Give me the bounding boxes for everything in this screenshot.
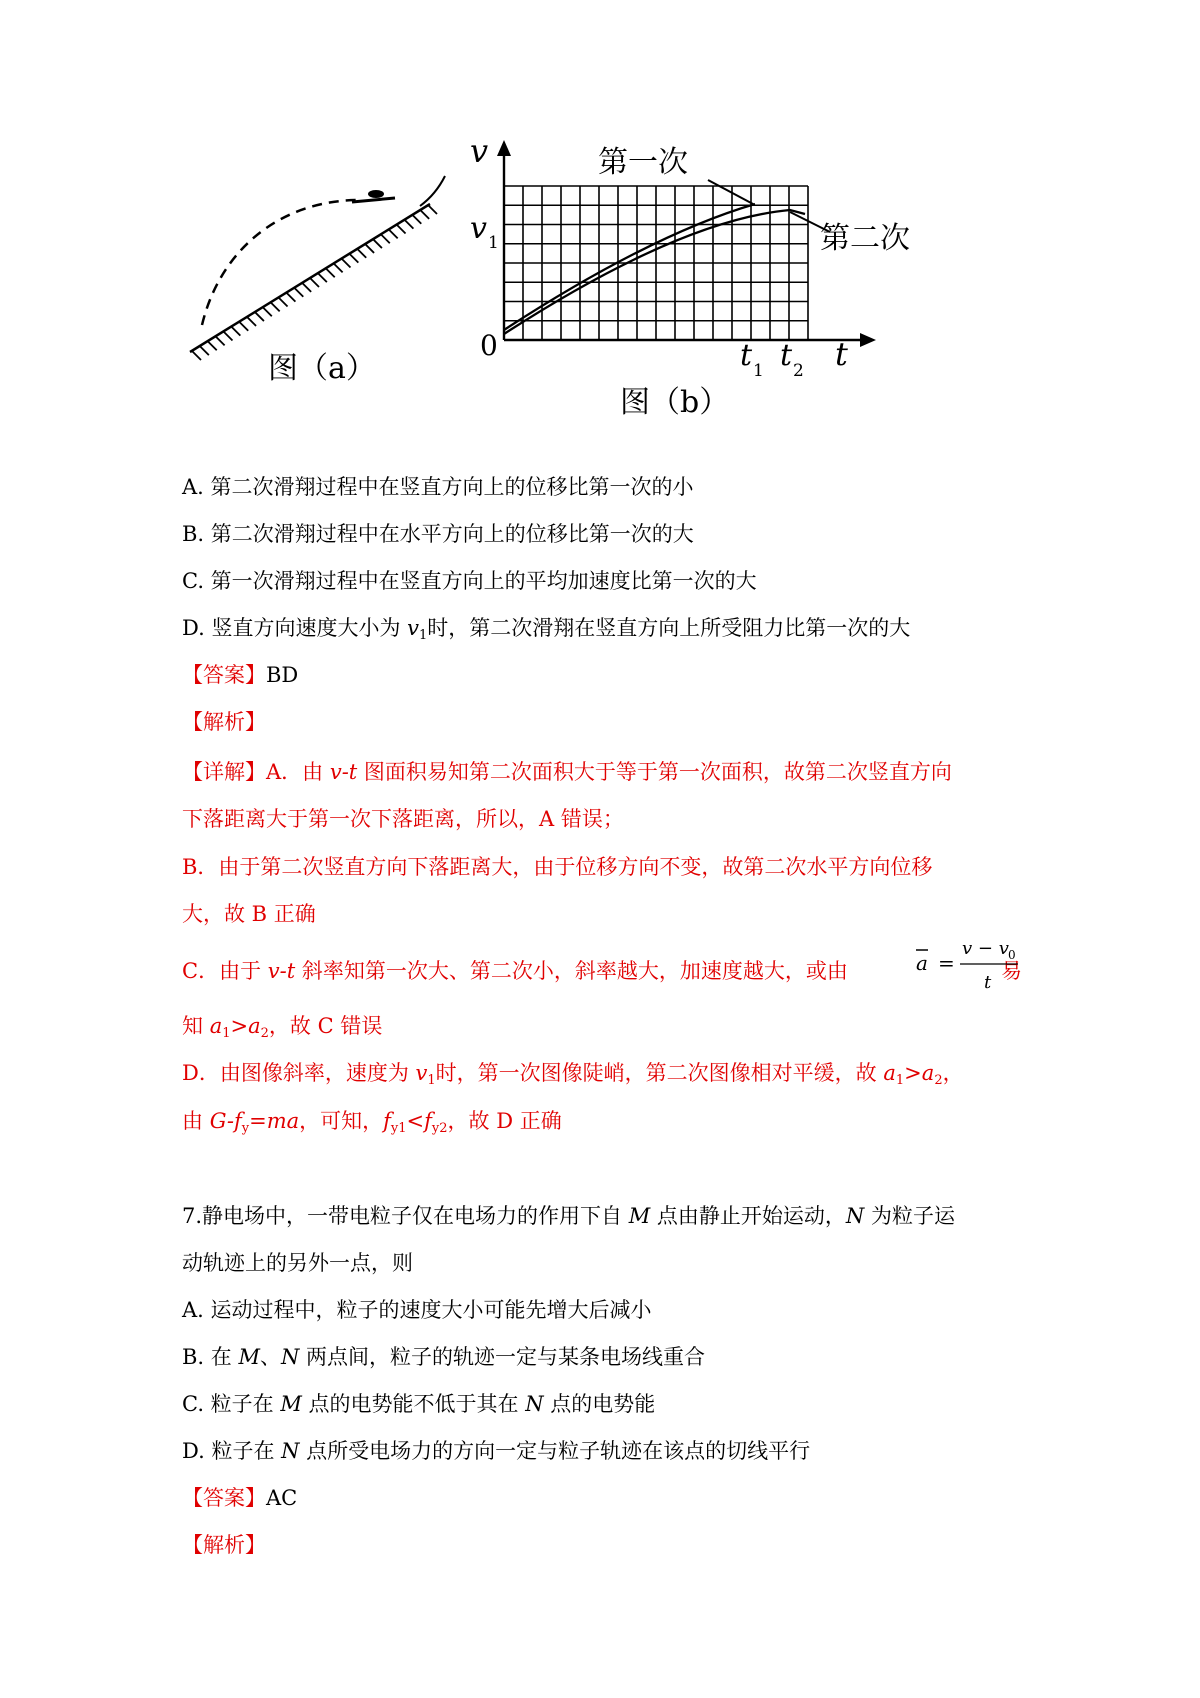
q6-analysis-heading: 【解析】: [182, 710, 266, 734]
t1-label: t: [740, 338, 753, 373]
y-axis-label: v: [470, 140, 489, 170]
ramp-curve: [420, 176, 445, 206]
formula-equals: =: [938, 951, 955, 975]
q6-option-a: A. 第二次滑翔过程中在竖直方向上的位移比第一次的小: [182, 475, 694, 499]
figure-group: [180, 140, 1040, 460]
figure-b: [470, 140, 910, 420]
origin-label: 0: [480, 329, 498, 362]
x-axis-label: t: [835, 335, 848, 373]
q7-option-c: C. 粒子在 M 点的电势能不低于其在 N 点的电势能: [182, 1392, 656, 1416]
formula-denominator: t: [984, 972, 992, 993]
formula-a: a: [916, 951, 928, 975]
q6-detail-line-5: C．由于 v-t 斜率知第一次大、第二次小，斜率越大，加速度越大，或由: [182, 959, 848, 983]
y-axis-arrow: [497, 140, 511, 156]
q6-detail-line-2: 下落距离大于第一次下落距离，所以，A 错误；: [182, 807, 624, 831]
q7-analysis-heading: 【解析】: [182, 1533, 266, 1557]
curve-second-label: 第二次: [820, 221, 910, 256]
formula-numerator-sub: 0: [1008, 948, 1016, 962]
slope-hatching: [192, 205, 437, 360]
vt-grid: [504, 186, 808, 340]
q6-detail-line-5-end: 易: [1001, 959, 1022, 983]
q6-detail-line-6: 知 $a_1>a_2$，故 C 错误: [182, 1014, 383, 1041]
curve-first-label: 第一次: [598, 145, 688, 180]
leader-first: [708, 180, 753, 204]
q7-option-a: A. 运动过程中，粒子的速度大小可能先增大后减小: [182, 1298, 652, 1322]
q6-detail-line-8: 由 $G-f_y=ma$，可知，$f_{y1}<f_{y2}$，故 D 正确: [182, 1109, 562, 1136]
q7-stem-line-1: 7.静电场中，一带电粒子仅在电场力的作用下自 M 点由静止开始运动，N 为粒子运: [182, 1204, 955, 1228]
q6-detail-line-7: D．由图像斜率，速度为 $v_1$时，第一次图像陡峭，第二次图像相对平缓，故 $a_1>a_2$，: [182, 1061, 964, 1088]
formula-numerator: v − v: [962, 938, 1009, 959]
average-acceleration-formula: [912, 922, 1032, 1002]
q6-option-b: B. 第二次滑翔过程中在水平方向上的位移比第一次的大: [182, 522, 694, 546]
t2-subscript: 2: [793, 361, 804, 381]
curve-second: [504, 210, 805, 334]
q6-detail-line-3: B．由于第二次竖直方向下落距离大，由于位移方向不变，故第二次水平方向位移: [182, 855, 933, 879]
q7-answer: 【答案】AC: [182, 1486, 298, 1510]
q6-answer: 【答案】BD: [182, 663, 299, 687]
t2-label: t: [780, 338, 793, 373]
figure-a-caption: 图（a）: [268, 351, 376, 386]
v1-label: v: [470, 211, 487, 246]
q7-stem-line-2: 动轨迹上的另外一点，则: [182, 1251, 413, 1275]
figure-b-caption: 图（b）: [620, 385, 730, 420]
q7-option-b: B. 在 M、N 两点间，粒子的轨迹一定与某条电场线重合: [182, 1345, 706, 1369]
x-axis-arrow: [860, 333, 876, 347]
figure-a: [190, 176, 445, 386]
v1-subscript: 1: [488, 233, 499, 253]
q6-detail-line-1: 【详解】A．由 v-t 图面积易知第二次面积大于等于第一次面积，故第二次竖直方向: [182, 760, 952, 784]
q6-detail-line-4: 大，故 B 正确: [182, 902, 316, 926]
glider-icon: [352, 190, 395, 202]
q6-option-c: C. 第一次滑翔过程中在竖直方向上的平均加速度比第一次的大: [182, 569, 757, 593]
t1-subscript: 1: [753, 361, 764, 381]
q7-option-d: D. 粒子在 N 点所受电场力的方向一定与粒子轨迹在该点的切线平行: [182, 1439, 811, 1463]
q6-option-d: D. 竖直方向速度大小为 $v_1$时，第二次滑翔在竖直方向上所受阻力比第一次的大: [182, 616, 911, 643]
